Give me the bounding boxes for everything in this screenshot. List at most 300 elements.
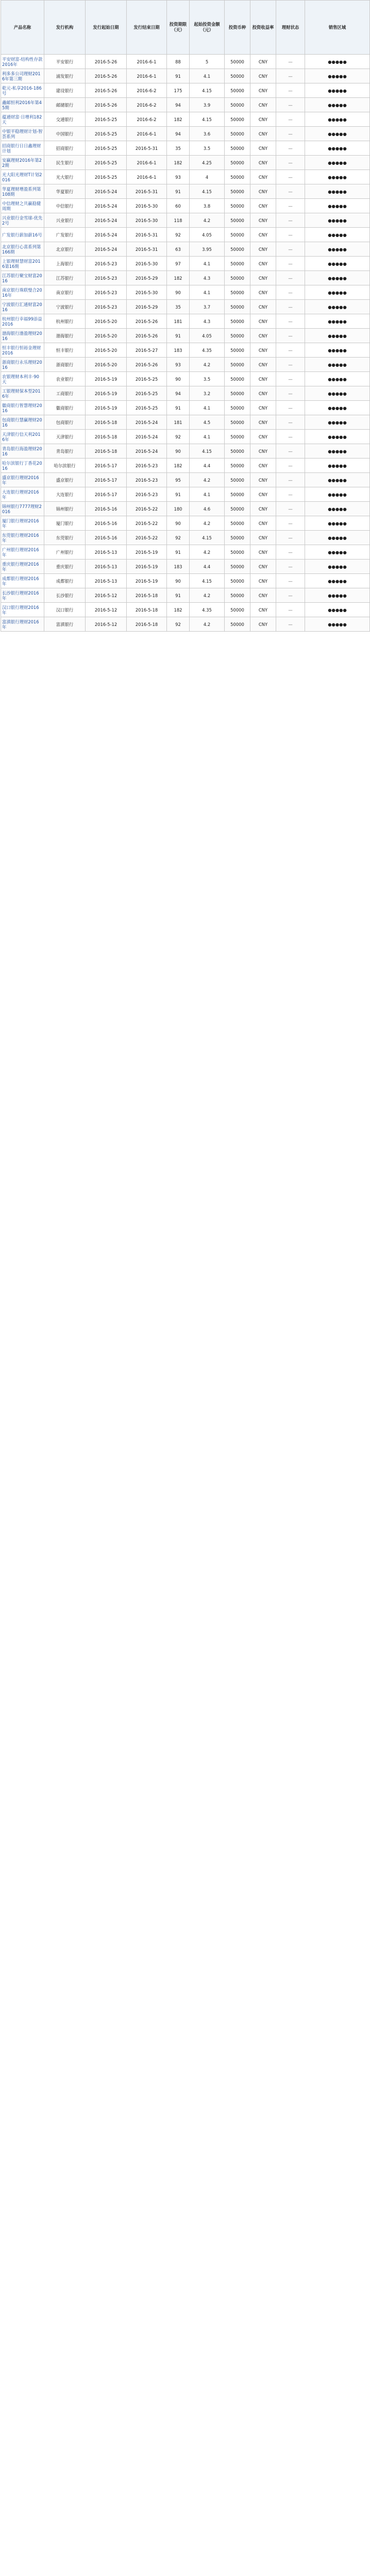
issuer-cell: 北京银行 — [44, 242, 86, 257]
product-name-cell[interactable]: 成都银行理财2016年 — [1, 574, 44, 588]
product-name-cell[interactable]: 重庆银行理财2016年 — [1, 560, 44, 574]
table-row — [1, 372, 370, 386]
yield-cell: 4.05 — [190, 329, 225, 343]
header-region: 销售区域 — [305, 1, 370, 55]
issuer-cell: 厦门银行 — [44, 516, 86, 531]
status-cell: — — [276, 213, 305, 228]
issuer-cell: 华夏银行 — [44, 184, 86, 199]
issuer-cell: 青岛银行 — [44, 444, 86, 459]
start-date-cell: 2016-5-18 — [86, 444, 127, 459]
issuer-cell: 浦发银行 — [44, 69, 86, 83]
issuer-cell: 天津银行 — [44, 430, 86, 444]
min-amount-cell: 50000 — [225, 401, 250, 415]
product-name-cell[interactable]: 光大阳光理财T计划2016 — [1, 170, 44, 184]
issuer-cell: 民生银行 — [44, 156, 86, 170]
status-cell: — — [276, 358, 305, 372]
end-date-cell: 2016-6-1 — [127, 69, 167, 83]
currency-cell: CNY — [250, 112, 276, 127]
term-days-cell: 183 — [167, 560, 190, 574]
header-term-days: 投资期限（天） — [167, 1, 190, 55]
start-date-cell: 2016-5-20 — [86, 329, 127, 343]
yield-cell: 3.9 — [190, 98, 225, 112]
start-date-cell: 2016-5-16 — [86, 531, 127, 545]
issuer-cell: 上海银行 — [44, 257, 86, 271]
region-cell: ●●●●● — [305, 329, 370, 343]
end-date-cell: 2016-5-23 — [127, 487, 167, 502]
yield-cell: 4.2 — [190, 617, 225, 632]
end-date-cell: 2016-5-30 — [127, 285, 167, 300]
end-date-cell: 2016-6-2 — [127, 83, 167, 98]
currency-cell: CNY — [250, 617, 276, 632]
product-name-cell[interactable]: 包商银行慧赢理财2016 — [1, 415, 44, 430]
end-date-cell: 2016-5-31 — [127, 228, 167, 242]
region-cell: ●●●●● — [305, 430, 370, 444]
status-cell: — — [276, 329, 305, 343]
end-date-cell: 2016-5-31 — [127, 184, 167, 199]
min-amount-cell: 50000 — [225, 545, 250, 560]
issuer-cell: 徽商银行 — [44, 401, 86, 415]
product-name-cell[interactable]: 东莞银行理财2016年 — [1, 531, 44, 545]
start-date-cell: 2016-5-24 — [86, 242, 127, 257]
min-amount-cell: 50000 — [225, 242, 250, 257]
status-cell: — — [276, 545, 305, 560]
yield-cell: 4.15 — [190, 184, 225, 199]
term-days-cell: 94 — [167, 127, 190, 141]
product-name-cell[interactable]: 盛京银行理财2016年 — [1, 473, 44, 487]
end-date-cell: 2016-5-18 — [127, 603, 167, 617]
page — [0, 0, 370, 632]
min-amount-cell: 50000 — [225, 617, 250, 632]
status-cell: — — [276, 401, 305, 415]
product-name-cell[interactable]: 工银理财保本型2016年 — [1, 386, 44, 401]
currency-cell: CNY — [250, 401, 276, 415]
region-cell: ●●●●● — [305, 415, 370, 430]
status-cell: — — [276, 170, 305, 184]
product-name-cell[interactable]: 天津银行信天利2016年 — [1, 430, 44, 444]
yield-cell: 4.1 — [190, 487, 225, 502]
product-name-cell[interactable]: 蕴通财富·日增利182天 — [1, 112, 44, 127]
start-date-cell: 2016-5-25 — [86, 112, 127, 127]
min-amount-cell: 50000 — [225, 199, 250, 213]
currency-cell: CNY — [250, 603, 276, 617]
region-cell: ●●●●● — [305, 358, 370, 372]
end-date-cell: 2016-5-30 — [127, 257, 167, 271]
yield-cell: 4.1 — [190, 285, 225, 300]
region-cell: ●●●●● — [305, 83, 370, 98]
start-date-cell: 2016-5-12 — [86, 617, 127, 632]
issuer-cell: 交通银行 — [44, 112, 86, 127]
product-name-cell[interactable]: 长沙银行理财2016年 — [1, 588, 44, 603]
table-row — [1, 300, 370, 314]
product-name-cell[interactable]: 杭州银行幸福99添益2016 — [1, 314, 44, 329]
end-date-cell: 2016-5-24 — [127, 444, 167, 459]
status-cell: — — [276, 83, 305, 98]
min-amount-cell: 50000 — [225, 487, 250, 502]
currency-cell: CNY — [250, 127, 276, 141]
currency-cell: CNY — [250, 156, 276, 170]
term-days-cell: 88 — [167, 55, 190, 69]
term-days-cell: 91 — [167, 401, 190, 415]
start-date-cell: 2016-5-13 — [86, 574, 127, 588]
region-cell: ●●●●● — [305, 199, 370, 213]
start-date-cell: 2016-5-17 — [86, 487, 127, 502]
end-date-cell: 2016-5-30 — [127, 213, 167, 228]
region-cell: ●●●●● — [305, 386, 370, 401]
end-date-cell: 2016-5-31 — [127, 141, 167, 156]
status-cell: — — [276, 271, 305, 285]
status-cell: — — [276, 444, 305, 459]
currency-cell: CNY — [250, 444, 276, 459]
min-amount-cell: 50000 — [225, 127, 250, 141]
table-row — [1, 184, 370, 199]
min-amount-cell: 50000 — [225, 271, 250, 285]
product-name-cell[interactable]: 徽商银行智慧理财2016 — [1, 401, 44, 415]
start-date-cell: 2016-5-26 — [86, 69, 127, 83]
currency-cell: CNY — [250, 170, 276, 184]
table-row — [1, 603, 370, 617]
end-date-cell: 2016-5-19 — [127, 560, 167, 574]
end-date-cell: 2016-5-29 — [127, 300, 167, 314]
product-name-cell[interactable]: 厦门银行理财2016年 — [1, 516, 44, 531]
product-name-cell[interactable]: 农银理财本利丰·90天 — [1, 372, 44, 386]
status-cell: — — [276, 415, 305, 430]
product-name-cell[interactable]: 青岛银行海盈理财2016 — [1, 444, 44, 459]
issuer-cell: 广发银行 — [44, 228, 86, 242]
min-amount-cell: 50000 — [225, 257, 250, 271]
term-days-cell: 91 — [167, 329, 190, 343]
yield-cell: 4.5 — [190, 415, 225, 430]
table-row — [1, 55, 370, 69]
yield-cell: 4.3 — [190, 271, 225, 285]
min-amount-cell: 50000 — [225, 112, 250, 127]
end-date-cell: 2016-6-2 — [127, 98, 167, 112]
table-row — [1, 112, 370, 127]
region-cell: ●●●●● — [305, 55, 370, 69]
min-amount-cell: 50000 — [225, 55, 250, 69]
product-name-cell[interactable]: 招商银行日日鑫理财计划 — [1, 141, 44, 156]
product-name-cell[interactable]: 利多多公司理财2016年第三期 — [1, 69, 44, 83]
yield-cell: 4.15 — [190, 112, 225, 127]
yield-cell: 4.1 — [190, 401, 225, 415]
currency-cell: CNY — [250, 531, 276, 545]
product-name-cell[interactable]: 中信理财之共赢稳健周期 — [1, 199, 44, 213]
yield-cell: 4.15 — [190, 531, 225, 545]
currency-cell: CNY — [250, 98, 276, 112]
yield-cell: 3.2 — [190, 386, 225, 401]
product-name-cell[interactable]: 兴业银行金雪球-优先2号 — [1, 213, 44, 228]
product-name-cell[interactable]: 鑫邮恒利2016年第45期 — [1, 98, 44, 112]
end-date-cell: 2016-5-19 — [127, 574, 167, 588]
product-name-cell[interactable]: 广发银行薪加薪16号 — [1, 228, 44, 242]
yield-cell: 4.25 — [190, 156, 225, 170]
min-amount-cell: 50000 — [225, 531, 250, 545]
header-min-amount: 起始投资金额（元） — [190, 1, 225, 55]
issuer-cell: 广州银行 — [44, 545, 86, 560]
currency-cell: CNY — [250, 199, 276, 213]
currency-cell: CNY — [250, 242, 276, 257]
table-row — [1, 545, 370, 560]
product-name-cell[interactable]: 平安财富-结构性存款2016年 — [1, 55, 44, 69]
currency-cell: CNY — [250, 257, 276, 271]
currency-cell: CNY — [250, 300, 276, 314]
end-date-cell: 2016-6-1 — [127, 55, 167, 69]
product-name-cell[interactable]: 渤海银行渤盈理财2016 — [1, 329, 44, 343]
yield-cell: 3.95 — [190, 242, 225, 257]
product-name-cell[interactable]: 宁波银行汇通财富2016 — [1, 300, 44, 314]
product-name-cell[interactable]: 锦州银行7777理财2016 — [1, 502, 44, 516]
yield-cell: 4.2 — [190, 473, 225, 487]
table-row — [1, 487, 370, 502]
term-days-cell: 180 — [167, 502, 190, 516]
currency-cell: CNY — [250, 430, 276, 444]
table-row — [1, 242, 370, 257]
term-days-cell: 92 — [167, 617, 190, 632]
min-amount-cell: 50000 — [225, 69, 250, 83]
issuer-cell: 杭州银行 — [44, 314, 86, 329]
end-date-cell: 2016-5-29 — [127, 271, 167, 285]
end-date-cell: 2016-5-22 — [127, 531, 167, 545]
end-date-cell: 2016-5-22 — [127, 516, 167, 531]
yield-cell: 4.1 — [190, 69, 225, 83]
issuer-cell: 恒丰银行 — [44, 343, 86, 358]
yield-cell: 3.6 — [190, 127, 225, 141]
currency-cell: CNY — [250, 459, 276, 473]
end-date-cell: 2016-5-31 — [127, 242, 167, 257]
table-row — [1, 386, 370, 401]
term-days-cell: 92 — [167, 228, 190, 242]
region-cell: ●●●●● — [305, 588, 370, 603]
start-date-cell: 2016-5-26 — [86, 83, 127, 98]
product-name-cell[interactable]: 北京银行心喜系列第166期 — [1, 242, 44, 257]
start-date-cell: 2016-5-23 — [86, 271, 127, 285]
term-days-cell: 182 — [167, 112, 190, 127]
start-date-cell: 2016-5-20 — [86, 358, 127, 372]
start-date-cell: 2016-5-23 — [86, 285, 127, 300]
header-row — [1, 1, 370, 55]
min-amount-cell: 50000 — [225, 588, 250, 603]
table-row — [1, 69, 370, 83]
status-cell: — — [276, 459, 305, 473]
table-row — [1, 127, 370, 141]
region-cell: ●●●●● — [305, 574, 370, 588]
status-cell: — — [276, 487, 305, 502]
product-name-cell[interactable]: 江苏银行聚宝财富2016 — [1, 271, 44, 285]
min-amount-cell: 50000 — [225, 415, 250, 430]
term-days-cell: 183 — [167, 343, 190, 358]
table-row — [1, 358, 370, 372]
issuer-cell: 招商银行 — [44, 141, 86, 156]
table-row — [1, 314, 370, 329]
start-date-cell: 2016-5-17 — [86, 473, 127, 487]
yield-cell: 4 — [190, 170, 225, 184]
table-row — [1, 228, 370, 242]
status-cell: — — [276, 69, 305, 83]
region-cell: ●●●●● — [305, 444, 370, 459]
region-cell: ●●●●● — [305, 617, 370, 632]
currency-cell: CNY — [250, 358, 276, 372]
currency-cell: CNY — [250, 213, 276, 228]
min-amount-cell: 50000 — [225, 170, 250, 184]
issuer-cell: 富滇银行 — [44, 617, 86, 632]
yield-cell: 3.5 — [190, 141, 225, 156]
region-cell: ●●●●● — [305, 401, 370, 415]
currency-cell: CNY — [250, 545, 276, 560]
table-row — [1, 459, 370, 473]
product-name-cell[interactable]: 汉口银行理财2016年 — [1, 603, 44, 617]
yield-cell: 4.35 — [190, 343, 225, 358]
end-date-cell: 2016-6-1 — [127, 170, 167, 184]
region-cell: ●●●●● — [305, 228, 370, 242]
min-amount-cell: 50000 — [225, 83, 250, 98]
start-date-cell: 2016-5-24 — [86, 228, 127, 242]
end-date-cell: 2016-5-22 — [127, 502, 167, 516]
start-date-cell: 2016-5-23 — [86, 257, 127, 271]
term-days-cell: 94 — [167, 386, 190, 401]
min-amount-cell: 50000 — [225, 156, 250, 170]
status-cell: — — [276, 55, 305, 69]
end-date-cell: 2016-6-1 — [127, 156, 167, 170]
status-cell: — — [276, 285, 305, 300]
term-days-cell: 93 — [167, 358, 190, 372]
status-cell: — — [276, 473, 305, 487]
issuer-cell: 东莞银行 — [44, 531, 86, 545]
product-name-cell[interactable]: 乾元-私享2016-186号 — [1, 83, 44, 98]
currency-cell: CNY — [250, 141, 276, 156]
currency-cell: CNY — [250, 83, 276, 98]
end-date-cell: 2016-5-18 — [127, 617, 167, 632]
region-cell: ●●●●● — [305, 603, 370, 617]
product-name-cell[interactable]: 大连银行理财2016年 — [1, 487, 44, 502]
product-name-cell[interactable]: 恒丰银行恒裕金理财2016 — [1, 343, 44, 358]
end-date-cell: 2016-6-2 — [127, 112, 167, 127]
header-start-date: 发行起始日期 — [86, 1, 127, 55]
product-name-cell[interactable]: 华夏理财增盈系列第108期 — [1, 184, 44, 199]
product-name-cell[interactable]: 南京银行珠联璧合2016年 — [1, 285, 44, 300]
status-cell: — — [276, 603, 305, 617]
term-days-cell: 35 — [167, 300, 190, 314]
product-name-cell[interactable]: 富滇银行理财2016年 — [1, 617, 44, 632]
table-row — [1, 401, 370, 415]
issuer-cell: 南京银行 — [44, 285, 86, 300]
table-row — [1, 343, 370, 358]
table-row — [1, 285, 370, 300]
product-name-cell[interactable]: 广州银行理财2016年 — [1, 545, 44, 560]
currency-cell: CNY — [250, 502, 276, 516]
issuer-cell: 大连银行 — [44, 487, 86, 502]
min-amount-cell: 50000 — [225, 98, 250, 112]
issuer-cell: 平安银行 — [44, 55, 86, 69]
table-row — [1, 98, 370, 112]
term-days-cell: 118 — [167, 213, 190, 228]
term-days-cell: 90 — [167, 516, 190, 531]
status-cell: — — [276, 127, 305, 141]
table-row — [1, 257, 370, 271]
product-name-cell[interactable]: 中银平稳理财计划-智荟系列 — [1, 127, 44, 141]
status-cell: — — [276, 343, 305, 358]
term-days-cell: 91 — [167, 545, 190, 560]
yield-cell: 3.7 — [190, 300, 225, 314]
product-name-cell[interactable]: 浙商银行永乐理财2016 — [1, 358, 44, 372]
header-currency: 投资币种 — [225, 1, 250, 55]
yield-cell: 4.2 — [190, 545, 225, 560]
min-amount-cell: 50000 — [225, 603, 250, 617]
region-cell: ●●●●● — [305, 213, 370, 228]
table-row — [1, 83, 370, 98]
table-row — [1, 444, 370, 459]
issuer-cell: 包商银行 — [44, 415, 86, 430]
issuer-cell: 汉口银行 — [44, 603, 86, 617]
currency-cell: CNY — [250, 487, 276, 502]
term-days-cell: 35 — [167, 141, 190, 156]
end-date-cell: 2016-5-24 — [127, 415, 167, 430]
table-row — [1, 617, 370, 632]
table-row — [1, 329, 370, 343]
currency-cell: CNY — [250, 343, 276, 358]
start-date-cell: 2016-5-18 — [86, 430, 127, 444]
end-date-cell: 2016-5-24 — [127, 430, 167, 444]
term-days-cell: 181 — [167, 314, 190, 329]
region-cell: ●●●●● — [305, 127, 370, 141]
min-amount-cell: 50000 — [225, 329, 250, 343]
yield-cell: 4.15 — [190, 444, 225, 459]
min-amount-cell: 50000 — [225, 300, 250, 314]
end-date-cell: 2016-6-1 — [127, 127, 167, 141]
start-date-cell: 2016-5-13 — [86, 560, 127, 574]
min-amount-cell: 50000 — [225, 574, 250, 588]
currency-cell: CNY — [250, 228, 276, 242]
term-days-cell: 90 — [167, 574, 190, 588]
term-days-cell: 91 — [167, 588, 190, 603]
issuer-cell: 中信银行 — [44, 199, 86, 213]
start-date-cell: 2016-5-19 — [86, 401, 127, 415]
start-date-cell: 2016-5-25 — [86, 156, 127, 170]
product-name-cell[interactable]: 安赢理财2016年第22期 — [1, 156, 44, 170]
status-cell: — — [276, 199, 305, 213]
min-amount-cell: 50000 — [225, 430, 250, 444]
yield-cell: 4.4 — [190, 560, 225, 574]
start-date-cell: 2016-5-25 — [86, 127, 127, 141]
region-cell: ●●●●● — [305, 343, 370, 358]
product-name-cell[interactable]: 上银理财慧财富2016第16期 — [1, 257, 44, 271]
yield-cell: 4.2 — [190, 358, 225, 372]
term-days-cell: 90 — [167, 285, 190, 300]
start-date-cell: 2016-5-24 — [86, 184, 127, 199]
status-cell: — — [276, 574, 305, 588]
table-row — [1, 473, 370, 487]
header-end-date: 发行结束日期 — [127, 1, 167, 55]
end-date-cell: 2016-5-27 — [127, 343, 167, 358]
start-date-cell: 2016-5-20 — [86, 314, 127, 329]
issuer-cell: 江苏银行 — [44, 271, 86, 285]
issuer-cell: 盛京银行 — [44, 473, 86, 487]
region-cell: ●●●●● — [305, 459, 370, 473]
status-cell: — — [276, 516, 305, 531]
term-days-cell: 93 — [167, 170, 190, 184]
region-cell: ●●●●● — [305, 271, 370, 285]
min-amount-cell: 50000 — [225, 386, 250, 401]
region-cell: ●●●●● — [305, 141, 370, 156]
min-amount-cell: 50000 — [225, 473, 250, 487]
term-days-cell: 91 — [167, 184, 190, 199]
region-cell: ●●●●● — [305, 112, 370, 127]
table-row — [1, 271, 370, 285]
status-cell: — — [276, 242, 305, 257]
product-name-cell[interactable]: 哈尔滨银行丁香花2016 — [1, 459, 44, 473]
yield-cell: 4.2 — [190, 213, 225, 228]
start-date-cell: 2016-5-25 — [86, 141, 127, 156]
start-date-cell: 2016-5-13 — [86, 545, 127, 560]
status-cell: — — [276, 257, 305, 271]
